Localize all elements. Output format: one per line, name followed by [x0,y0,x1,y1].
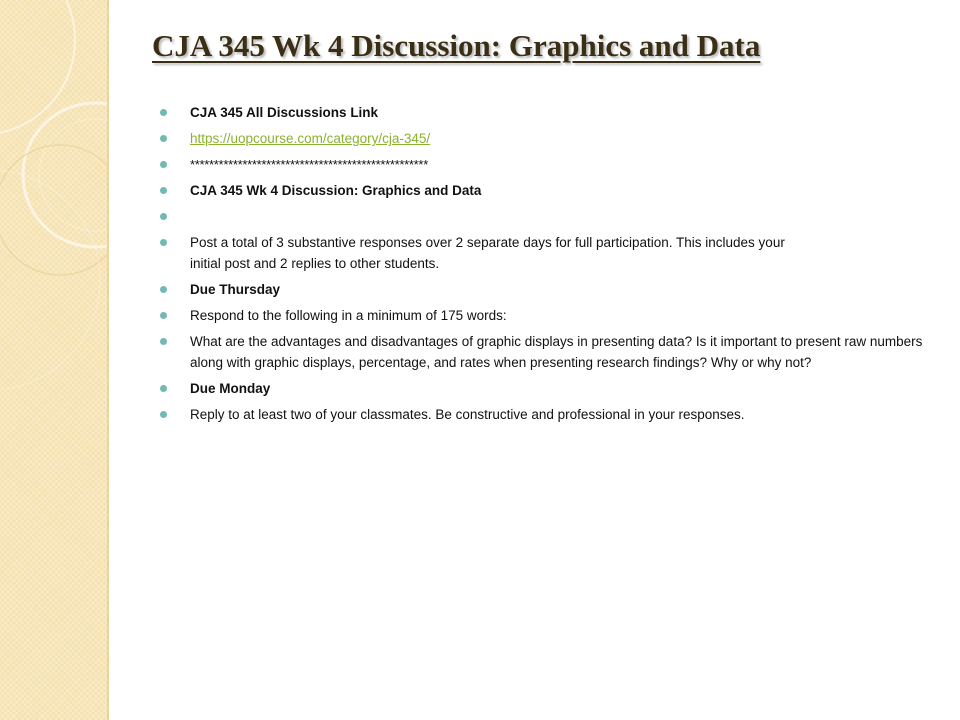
bullet-icon [160,239,167,246]
list-item [160,378,930,399]
list-item [160,232,930,274]
list-item-text: CJA 345 Wk 4 Discussion: Graphics and Data [190,183,482,198]
list-item-text: Due Thursday [190,282,281,297]
bullet-icon [160,187,167,194]
list-item-text: Reply to at least two of your classmates. Be constructive and professional in your responses. [190,407,745,422]
decorative-side-panel [0,0,109,720]
list-item [160,331,930,373]
list-item [160,206,930,227]
bullet-list [160,102,930,430]
list-item-text: What are the advantages and disadvantages of graphic displays in presenting data? Is it important to present raw numbers along with graphic displays, percentage, and rates when presenting research findings? Why or why not? [190,334,923,370]
bullet-icon [160,161,167,168]
bullet-icon [160,135,167,142]
bullet-icon [160,109,167,116]
list-item [160,102,930,123]
bullet-icon [160,338,167,345]
course-link[interactable]: https://uopcourse.com/category/cja-345/ [190,131,431,146]
list-item-text: CJA 345 All Discussions Link [190,105,379,120]
page-title: CJA 345 Wk 4 Discussion: Graphics and Data [152,28,761,63]
list-item [160,128,930,149]
list-item [160,404,930,425]
bullet-icon [160,411,167,418]
list-item-text: Respond to the following in a minimum of 175 words: [190,308,507,323]
decorative-circles [0,0,107,720]
list-item [160,279,930,300]
list-item-text: Due Monday [190,381,271,396]
list-item [160,180,930,201]
list-item [160,305,930,326]
separator-stars: ************************************************** [190,157,428,172]
bullet-icon [160,213,167,220]
bullet-icon [160,286,167,293]
bullet-icon [160,385,167,392]
list-item-text: Post a total of 3 substantive responses over 2 separate days for full participation. This includes your initial post and 2 replies to other students. [190,235,785,271]
bullet-icon [160,312,167,319]
list-item [160,154,930,175]
